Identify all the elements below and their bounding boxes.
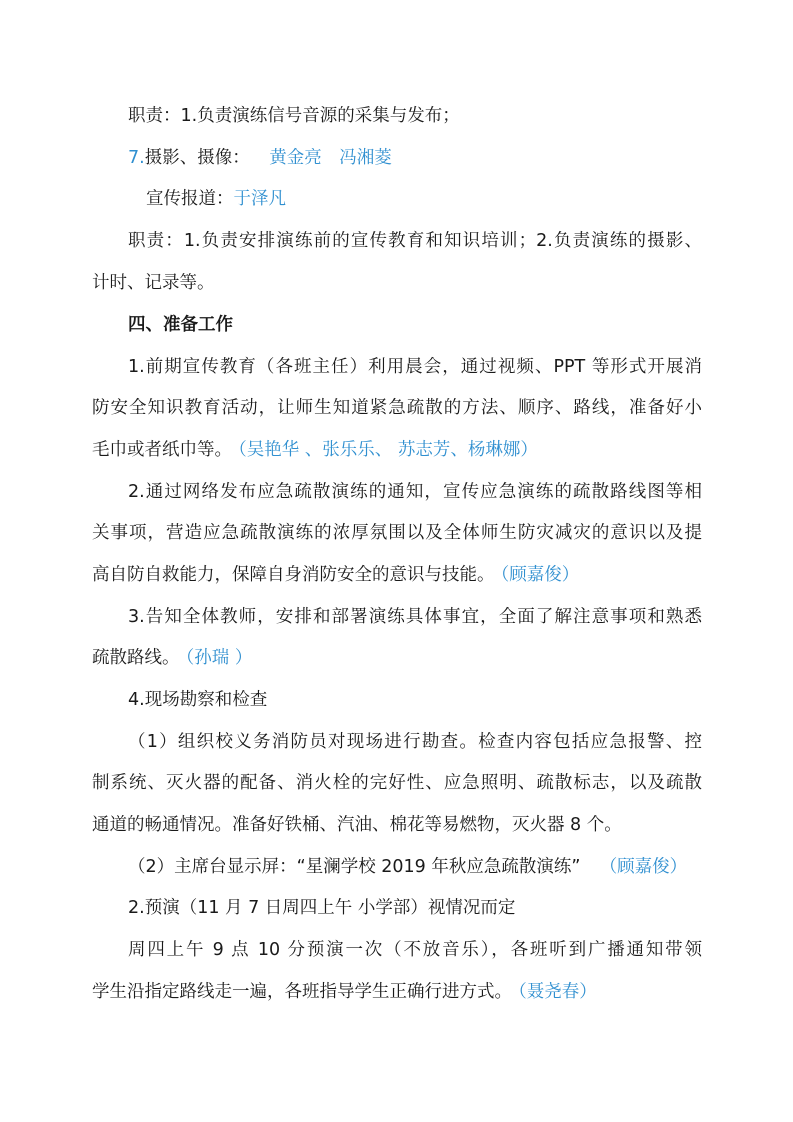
para-3-line-2 <box>92 646 252 670</box>
para-1-line-1 <box>128 355 702 379</box>
paragraph-text: 2.通过网络发布应急疏散演练的通知，宣传应急演练的疏散路线图等相 <box>128 482 702 502</box>
para-5-line-2 <box>92 771 702 795</box>
item-photography <box>128 146 392 170</box>
paragraph-text: 高自防自救能力，保障自身消防安全的意识与技能。 <box>92 565 495 585</box>
para-8-line-2 <box>92 980 597 1004</box>
paragraph-text: 周四上午 9 点 10 分预演一次（不放音乐），各班听到广播通知带领 <box>128 940 702 960</box>
responsible-names: （顾嘉俊） <box>608 857 688 877</box>
paragraph-text: （2）主席台显示屏：“星澜学校 2019 年秋应急疏散演练” <box>128 857 581 877</box>
responsible-names: （顾嘉俊） <box>500 565 580 585</box>
paragraph-text: 学生沿指定路线走一遍，各班指导学生正确行进方式。 <box>92 982 512 1002</box>
para-6-line-1 <box>128 855 687 879</box>
responsible-names: （孙瑞 ） <box>185 648 253 668</box>
item-label: 宣传报道： <box>146 189 234 209</box>
para-2-line-3 <box>92 563 579 587</box>
para-2-line-1 <box>128 480 702 504</box>
paragraph-text: 疏散路线。 <box>92 648 180 668</box>
item-number: 7. <box>128 148 145 168</box>
paragraph-text: 关事项，营造应急疏散演练的浓厚氛围以及全体师生防灾减灾的意识以及提 <box>92 523 702 543</box>
para-4-title <box>128 688 267 712</box>
duty-line-publicity-2 <box>92 271 215 295</box>
paragraph-text: 职责：1.负责演练信号音源的采集与发布； <box>128 106 460 126</box>
paragraph-text: 3.告知全体教师，安排和部署演练具体事宜，全面了解注意事项和熟悉 <box>128 607 702 627</box>
paragraph-text: 4.现场勘察和检查 <box>128 690 268 710</box>
para-5-line-3 <box>92 813 622 837</box>
paragraph-text: 1.前期宣传教育（各班主任）利用晨会，通过视频、PPT 等形式开展消 <box>128 357 702 377</box>
duty-line-publicity-1 <box>128 229 702 253</box>
paragraph-text: 2.预演（11 月 7 日周四上午 小学部）视情况而定 <box>128 898 516 918</box>
para-7-title <box>128 896 515 920</box>
responsible-names: 黄金亮 冯湘菱 <box>269 148 392 168</box>
para-5-line-1 <box>128 730 702 754</box>
paragraph-text: 计时、记录等。 <box>92 273 215 293</box>
responsible-names: （聂尧春） <box>518 982 597 1002</box>
para-3-line-1 <box>128 605 702 629</box>
heading-text: 四、准备工作 <box>128 315 233 335</box>
item-label: 摄影、摄像： <box>144 148 250 168</box>
paragraph-text: 通道的畅通情况。准备好铁桶、汽油、棉花等易燃物，灭火器 8 个。 <box>92 815 622 835</box>
para-1-line-3 <box>92 438 538 462</box>
paragraph-text: 防安全知识教育活动，让师生知道紧急疏散的方法、顺序、路线，准备好小 <box>92 398 702 418</box>
duty-line-signal <box>128 104 460 128</box>
section-heading <box>128 313 233 337</box>
paragraph-text: （1）组织校义务消防员对现场进行勘查。检查内容包括应急报警、控 <box>128 732 702 752</box>
para-1-line-2 <box>92 396 702 420</box>
responsible-names: 于泽凡 <box>233 189 286 209</box>
paragraph-text: 职责：1.负责安排演练前的宣传教育和知识培训；2.负责演练的摄影、 <box>128 231 702 251</box>
responsible-names: （吴艳华 、张乐乐、 苏志芳、杨琳娜） <box>238 440 538 460</box>
para-2-line-2 <box>92 521 702 545</box>
paragraph-text: 制系统、灭火器的配备、消火栓的完好性、应急照明、疏散标志，以及疏散 <box>92 773 702 793</box>
paragraph-text: 毛巾或者纸巾等。 <box>92 440 232 460</box>
para-8-line-1 <box>128 938 702 962</box>
item-publicity <box>146 187 286 211</box>
